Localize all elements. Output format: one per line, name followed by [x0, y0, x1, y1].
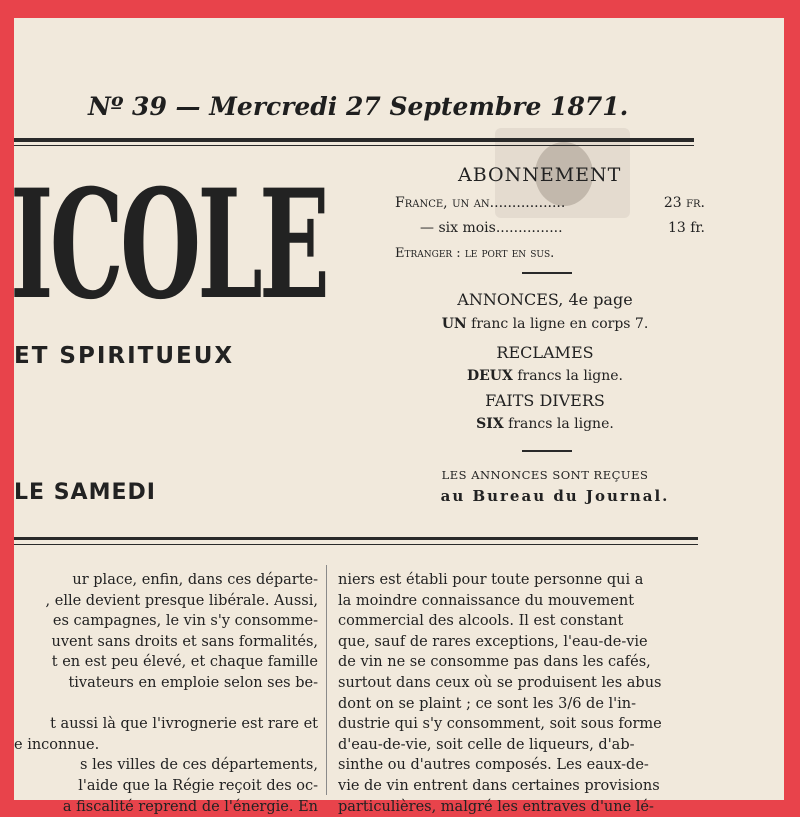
faits-divers-detail-bold: SIX [476, 416, 504, 432]
reclames-detail-rest: francs la ligne. [512, 368, 623, 384]
reclames-detail [380, 368, 710, 384]
price-label: France, un an................. [395, 195, 566, 211]
article-line [0, 694, 318, 715]
short-rule [522, 272, 572, 274]
article-line: t aussi là que l'ivrognerie est rare et [50, 716, 318, 733]
short-rule [522, 450, 572, 452]
etranger-note: Etranger : le port en sus. [395, 246, 555, 261]
article-line: vie de vin entrent dans certaines provisions [338, 777, 660, 794]
annonces-detail [380, 316, 710, 332]
article-line: tivateurs en emploie selon ses be- [68, 674, 318, 691]
article-column-left [0, 570, 318, 817]
annonces-title: ANNONCES, 4e page [457, 290, 633, 309]
article-line: , elle devient presque libérale. Aussi, [45, 592, 318, 609]
price-row-six-mois [420, 220, 705, 236]
article-line: surtout dans ceux où se produisent les abus [338, 674, 662, 691]
article-line: sinthe ou d'autres composés. Les eaux-de- [338, 757, 649, 774]
article-line: es campagnes, le vin s'y consomme- [52, 613, 318, 630]
article-line: l'aide que la Régie reçoit des oc- [78, 777, 318, 794]
article-line: de vin ne se consomme pas dans les cafés, [338, 654, 651, 671]
price-amount: 13 fr. [667, 220, 705, 236]
article-line: t en est peu élevé, et chaque famille [51, 654, 318, 671]
article-line: commercial des alcools. Il est constant [338, 613, 624, 630]
issue-line: Nº 39 — Mercredi 27 Septembre 1871. [88, 92, 629, 121]
masthead-subtitle: ET SPIRITUEUX [14, 343, 235, 369]
annonces-detail-bold: UN [441, 316, 467, 332]
article-line: uvent sans droits et sans formalités, [51, 633, 318, 650]
header-rule-top [14, 138, 694, 142]
masthead-title: ICOLE [10, 157, 327, 333]
article-line: s les villes de ces départements, [80, 757, 318, 774]
column-divider [326, 565, 327, 795]
abonnement-title: ABONNEMENT [458, 164, 622, 186]
article-line: dont on se plaint ; ce sont les 3/6 de l'in- [338, 695, 637, 712]
annonces-detail-rest: franc la ligne en corps 7. [466, 316, 649, 332]
article-column-right [338, 570, 698, 817]
header-rule-thin [14, 145, 694, 146]
price-row-france [395, 195, 705, 211]
article-line: a fiscalité reprend de l'énergie. En [62, 798, 318, 815]
article-line: dustrie qui s'y consomment, soit sous forme [338, 716, 662, 733]
article-line: ur place, enfin, dans ces départe- [72, 572, 318, 588]
separator-rule-thick [14, 537, 698, 540]
reclames-title: RECLAMES [496, 343, 594, 362]
price-label: — six mois............... [420, 220, 563, 236]
article-line: que, sauf de rares exceptions, l'eau-de-vie [338, 633, 648, 650]
reception-line-2: au Bureau du Journal. [440, 487, 670, 505]
reclames-detail-bold: DEUX [467, 368, 513, 384]
reception-line-1: LES ANNONCES SONT REÇUES [441, 468, 649, 482]
article-line: niers est établi pour toute personne qui a [338, 572, 644, 588]
article-line: particulières, malgré les entraves d'une lé- [338, 798, 654, 815]
price-amount: 23 fr. [663, 195, 705, 211]
faits-divers-title: FAITS DIVERS [485, 391, 605, 410]
article-line: e inconnue. [14, 736, 100, 753]
article-line: la moindre connaissance du mouvement [338, 592, 635, 609]
faits-divers-detail-rest: francs la ligne. [503, 416, 614, 432]
article-line: d'eau-de-vie, soit celle de liqueurs, d'ab- [338, 736, 635, 753]
faits-divers-detail [380, 416, 710, 432]
publication-frequency: LE SAMEDI [14, 480, 156, 505]
separator-rule-thin [14, 544, 698, 545]
